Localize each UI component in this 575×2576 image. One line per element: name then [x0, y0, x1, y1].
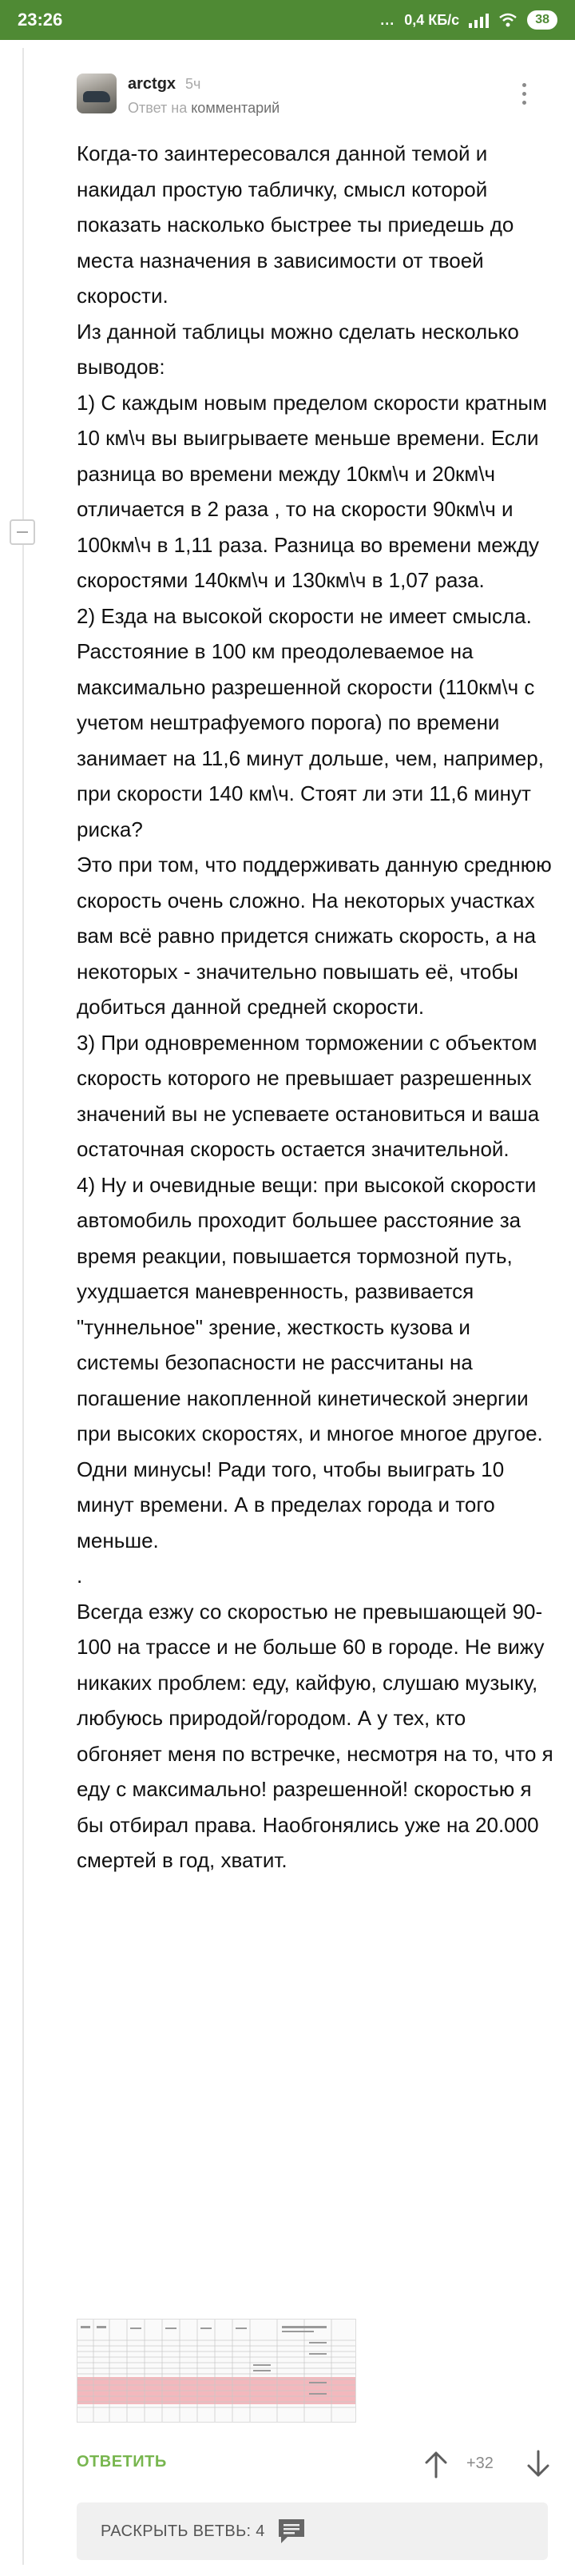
status-bar: [0, 0, 575, 40]
paragraph: Это при том, что поддерживать данную среднюю скорость очень сложно. На некоторых участках вам всё равно придется снижать скорость, а на некоторых - значительно повышать её, чтобы добиться данной средней скорости.: [77, 853, 552, 1019]
paragraph: 2) Езда на высокой скорости не имеет смысла.: [77, 603, 532, 628]
comment-header: [128, 75, 280, 117]
notification-dots: ...: [380, 11, 395, 28]
arrow-up-icon[interactable]: [420, 2448, 452, 2480]
kebab-menu-icon[interactable]: [519, 83, 529, 105]
thread-line: [22, 48, 24, 2565]
reply-to-line: [128, 100, 280, 117]
paragraph: Расстояние в 100 км преодолеваемое на максимально разрешенной скорости (110км\ч с учетом нештрафуемого порога) по времени занимает на 11,6 минут дольше, чем, например, при скорости 140 км\ч. Стоят ли эти 11,6 минут риска?: [77, 639, 544, 841]
paragraph: Когда-то заинтересовался данной темой и накидал простую табличку, смысл которой показать насколько быстрее ты приедешь до места назначения в зависимости от твоей скорости.: [77, 141, 514, 308]
paragraph: Из данной таблицы можно сделать несколько выводов:: [77, 319, 519, 379]
paragraph: 1) С каждым новым пределом скорости кратным 10 км\ч вы выигрываете меньше времени. Если разница во времени между 10км\ч и 20км\ч отличается в 2 раза , то на скорости 90км\ч и 100км\ч в 1,11 раза. Разница во времени между скоростями 140км\ч и 130км\ч в 1,07 раза.: [77, 390, 547, 592]
collapse-thread-button[interactable]: [10, 519, 35, 545]
reply-target-link[interactable]: комментарий: [191, 100, 280, 116]
signal-icon: [469, 12, 489, 28]
comment-score: +32: [466, 2455, 494, 2472]
reply-prefix: Ответ на: [128, 100, 188, 116]
speech-bubble-icon: [276, 2517, 307, 2546]
paragraph: 3) При одновременном торможении с объектом скорость которого не превышает разрешенных значений вы не успеваете остановиться и ваша остаточная скорость остается значительной.: [77, 1030, 540, 1161]
paragraph: Всегда езжу со скоростью не превышающей 90-100 на трассе и не больше 60 в городе. Не вижу никаких проблем: еду, кайфую, слушаю музыку, любуюсь природой/городом. А у тех, кто обгоняет меня по встречке, несмотря на то, что я еду с максимально! разрешенной! скоростью я бы отбирал права. Наобгонялись уже на 20.000 смертей в год, хватит.: [77, 1599, 553, 1872]
arrow-down-icon[interactable]: [522, 2448, 554, 2480]
expand-thread-label: РАСКРЫТЬ ВЕТВЬ: 4: [101, 2522, 265, 2540]
author-name[interactable]: arctgx: [128, 75, 176, 93]
status-indicators: [380, 10, 557, 30]
paragraph: .: [77, 1564, 83, 1588]
comment-footer: [77, 2445, 556, 2482]
paragraph: 4) Ну и очевидные вещи: при высокой скорости автомобиль проходит большее расстояние за время реакции, повышается тормозной путь, ухудшается маневренность, развивается "туннельное" зрение, жесткость кузова и системы безопасности не рассчитаны на погашение накопленной кинетической энергии при высоких скоростях, и многое многое другое. Одни минусы! Ради того, чтобы выиграть 10 минут времени. А в пределах города и того меньше.: [77, 1172, 543, 1552]
avatar[interactable]: [77, 74, 117, 113]
network-speed: 0,4 КБ/с: [404, 11, 460, 28]
comment-body: [77, 136, 556, 1878]
reply-button[interactable]: ОТВЕТИТЬ: [77, 2453, 167, 2471]
comment-age: 5ч: [185, 76, 201, 92]
minus-box-icon: [17, 531, 28, 533]
table-image-thumbnail[interactable]: [77, 2319, 356, 2423]
expand-thread-button[interactable]: [77, 2502, 548, 2560]
battery-indicator: 38: [527, 10, 557, 30]
status-time: 23:26: [18, 10, 63, 30]
wifi-icon: [498, 12, 518, 28]
